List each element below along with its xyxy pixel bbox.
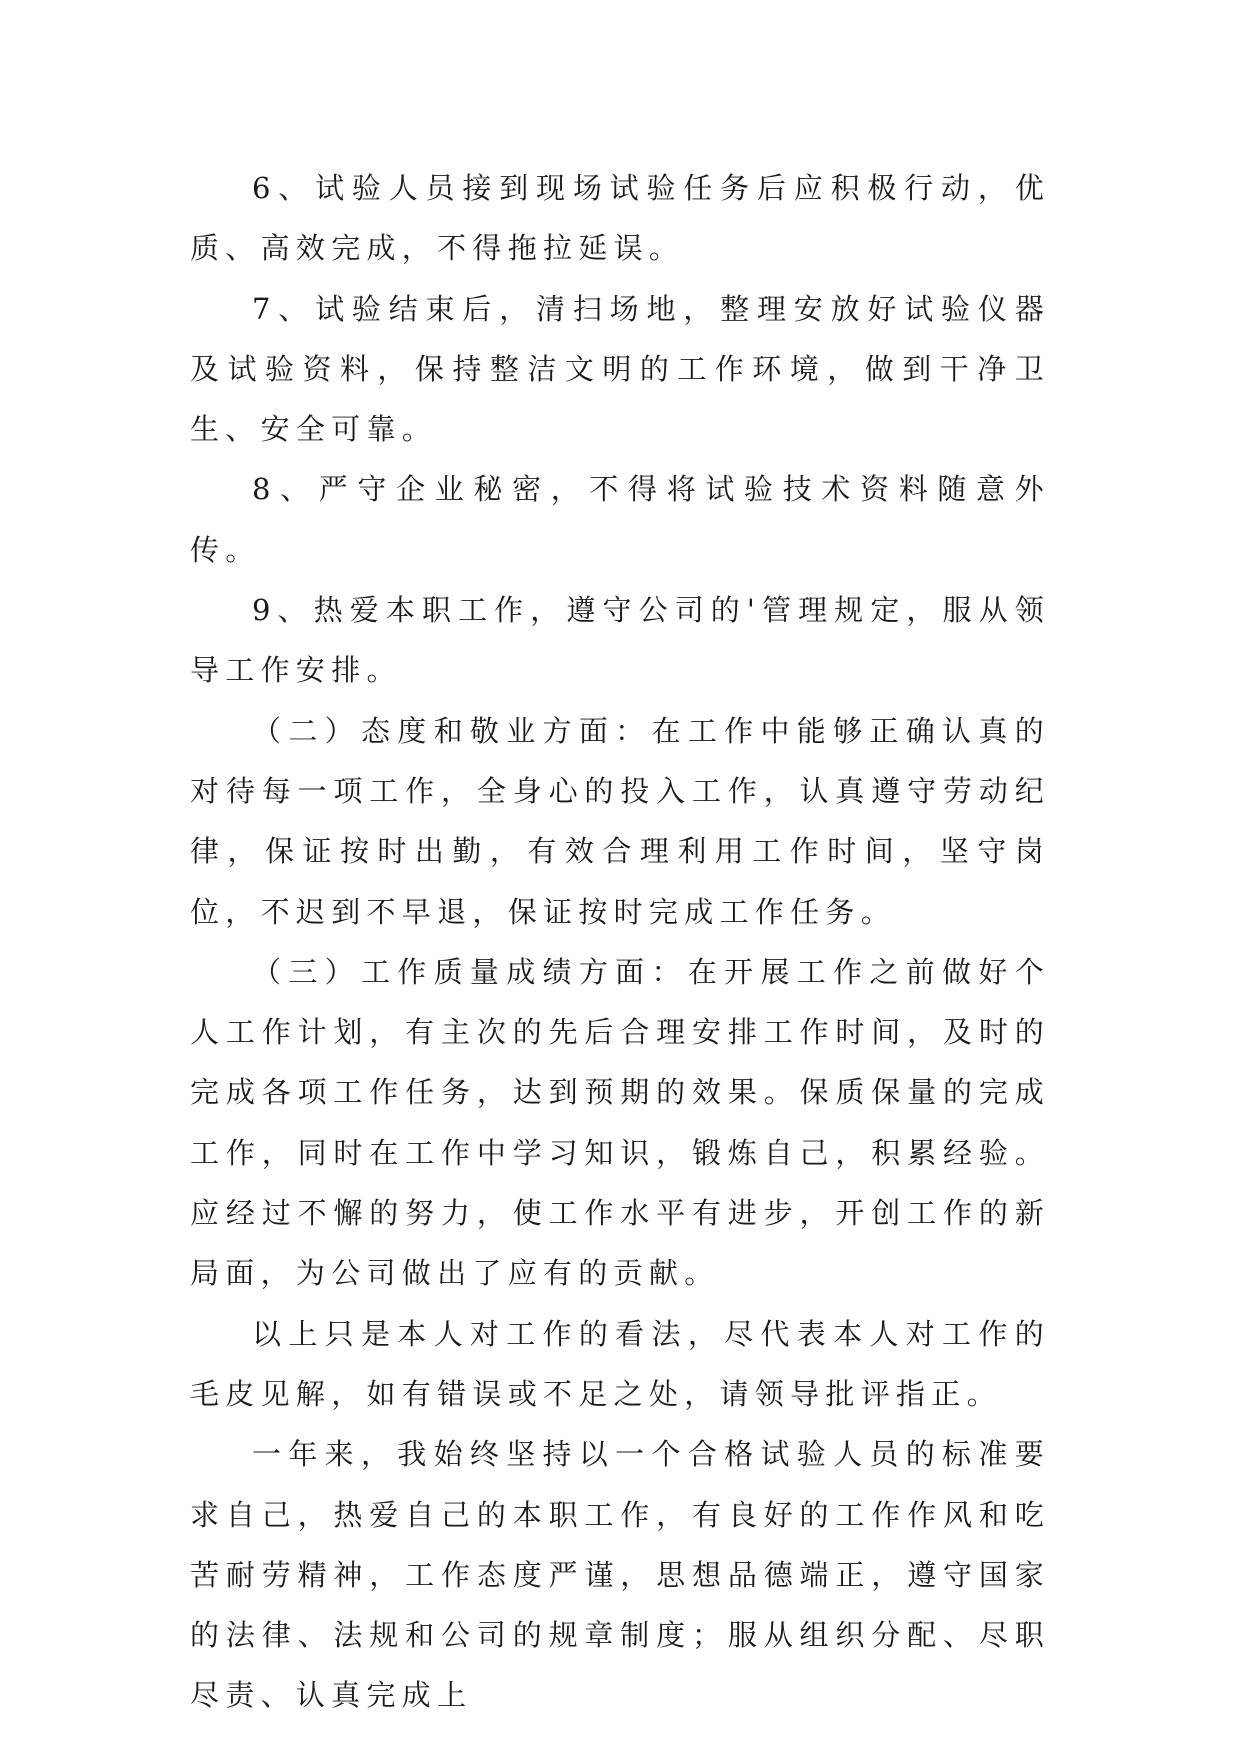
paragraph-item-9: 9、热爱本职工作，遵守公司的'管理规定，服从领导工作安排。 — [190, 593, 1050, 688]
paragraph-item-7: 7、试验结束后，清扫场地，整理安放好试验仪器及试验资料，保持整洁文明的工作环境，做到干净卫生、安全可靠。 — [190, 291, 1050, 447]
paragraph-year-summary: 一年来，我始终坚持以一个合格试验人员的标准要求自己，热爱自己的本职工作，有良好的工作作风和吃苦耐劳精神，工作态度严谨，思想品德端正，遵守国家的法律、法规和公司的规章制度；服从组织分配、尽职尽责、认真完成上 — [190, 1437, 1050, 1713]
document-body — [190, 158, 1050, 1726]
paragraph-item-6: 6、试验人员接到现场试验任务后应积极行动，优质、高效完成，不得拖拉延误。 — [190, 171, 1050, 266]
paragraph-item-8: 8、严守企业秘密，不得将试验技术资料随意外传。 — [190, 472, 1050, 567]
paragraph-closing-remarks: 以上只是本人对工作的看法，尽代表本人对工作的毛皮见解，如有错误或不足之处，请领导批评指正。 — [190, 1316, 1050, 1411]
paragraph-attitude-section: （二）态度和敬业方面：在工作中能够正确认真的对待每一项工作，全身心的投入工作，认真遵守劳动纪律，保证按时出勤，有效合理利用工作时间，坚守岗位，不迟到不早退，保证按时完成工作任务。 — [190, 713, 1050, 929]
paragraph-quality-section: （三）工作质量成绩方面：在开展工作之前做好个人工作计划，有主次的先后合理安排工作时间，及时的完成各项工作任务，达到预期的效果。保质保量的完成工作，同时在工作中学习知识，锻炼自己，积累经验。应经过不懈的努力，使工作水平有进步，开创工作的新局面，为公司做出了应有的贡献。 — [190, 954, 1050, 1291]
